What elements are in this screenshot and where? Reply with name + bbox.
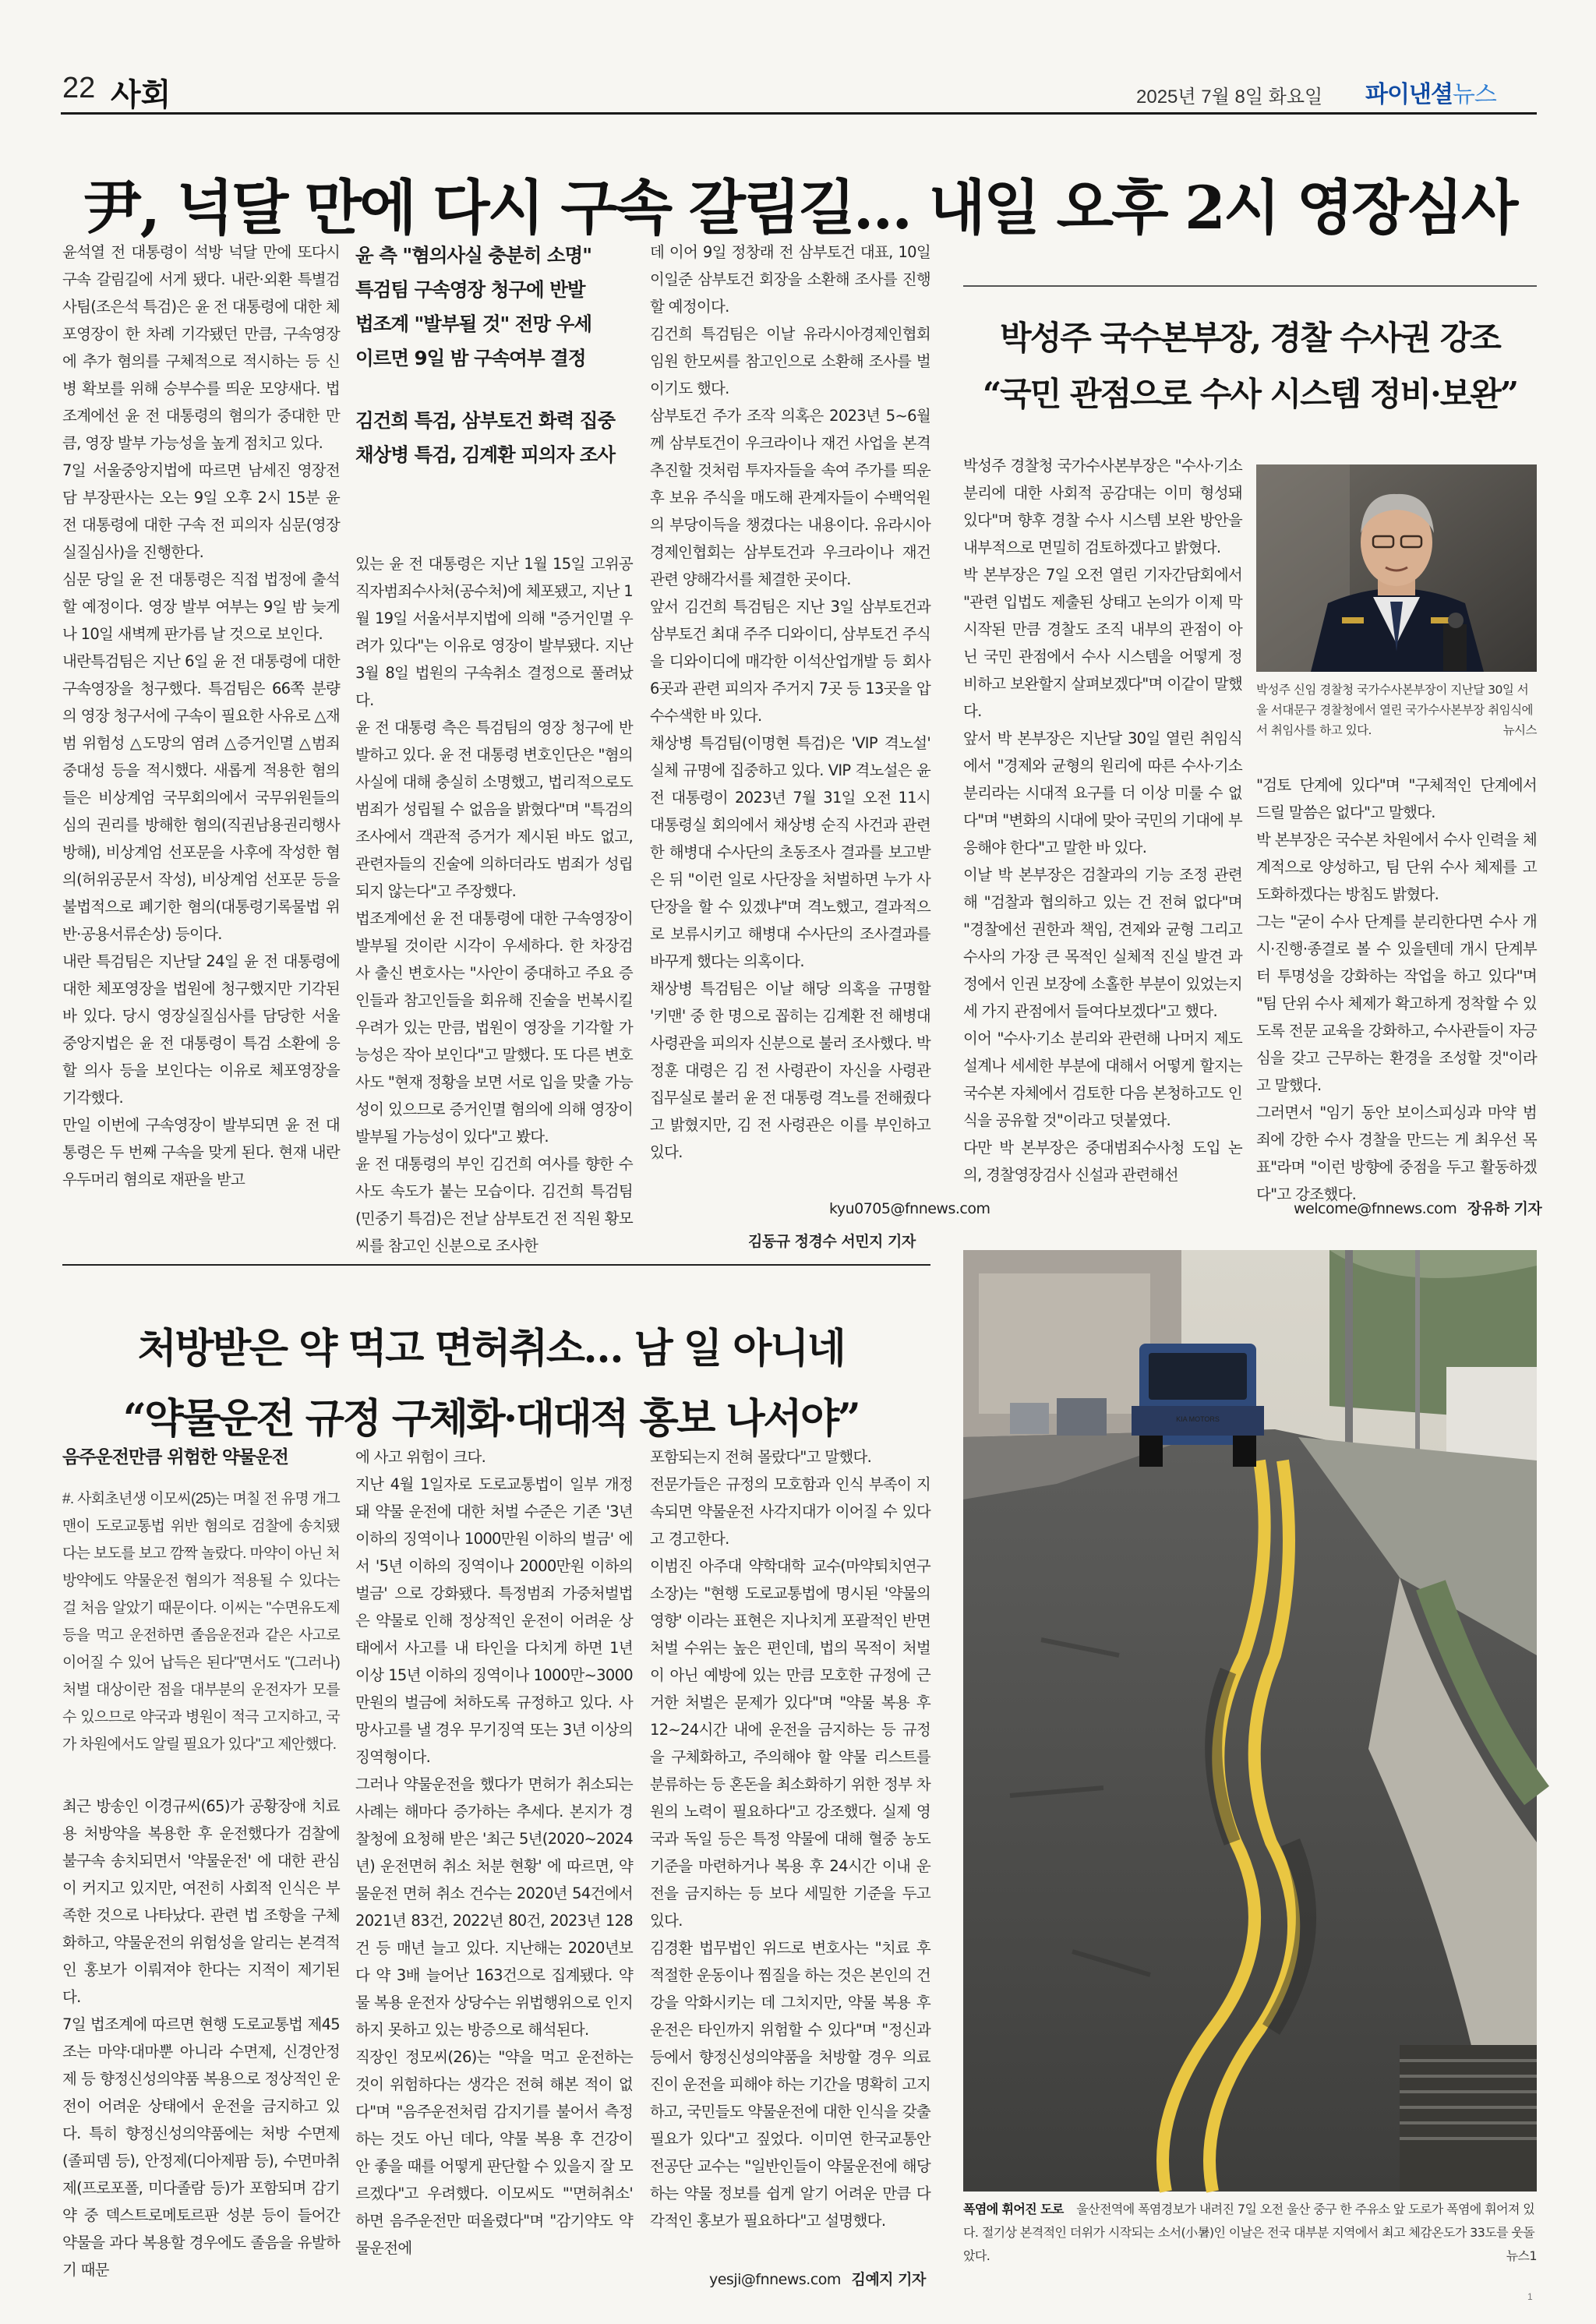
paragraph: 데 이어 9일 정창래 전 삼부토건 대표, 10일 이일준 삼부토건 회장을 소환해 조사를 진행할 예정이다. xyxy=(650,243,930,316)
police-chief-photo xyxy=(1256,464,1537,672)
photo-credit: 뉴시스 xyxy=(1502,723,1537,737)
article2-col2 xyxy=(1256,772,1537,1203)
paragraph: 윤 전 대통령의 부인 김건희 여사를 향한 수사도 속도가 붙는 모습이다. 김건희 특검팀(민중기 특검)은 전날 삼부토건 전 직원 황모씨를 참고인 신분으로 조사한 xyxy=(355,1155,633,1255)
headline-line: 박성주 국수본부장, 경찰 수사권 강조 xyxy=(1000,319,1500,357)
subhead: 김건희 특검, 삼부토건 화력 집중 xyxy=(355,409,616,432)
article1-col1 xyxy=(62,238,340,1252)
subhead: 채상병 특검, 김계환 피의자 조사 xyxy=(355,443,616,466)
section-divider xyxy=(62,1264,930,1266)
paragraph: 이어 "수사·기소 분리와 관련해 나머지 제도 설계나 세세한 부분에 대해서 어떻게 할지는 국수본 자체에서 검토한 다음 본청하고도 인식을 공유할 것"이라고 덧붙였다. xyxy=(963,1030,1242,1129)
paragraph: 김경환 법무법인 위드로 변호사는 "치료 후 적절한 운동이나 찜질을 하는 것은 본인의 건강을 악화시키는 데 그치지만, 약물 복용 후 운전은 타인까지 위험할 수 있다"며 "정신과 등에서 향정신성의약품을 처방할 경우 의료진이 운전을 피해야 하는 기간을 명확히 고지하고, 국민들도 약물운전에 대한 인식을 갖출 필요가 있다"고 짚었다. 이미연 한국교통안전공단 교수는 "일반인들이 약물운전에 해당하는 약물 정보를 쉽게 알기 어려운 만큼 다각적인 홍보가 필요하다"고 설명했다. xyxy=(650,1939,930,2230)
paragraph: 채상병 특검팀(이명현 특검)은 'VIP 격노설' 실체 규명에 집중하고 있다. VIP 격노설은 윤 전 대통령이 2023년 7월 31일 오전 11시 대통령실 회의에서 채상병 순직 사건과 관련한 해병대 수사단의 초동조사 결과를 보고받은 뒤 "이런 일로 사단장을 처벌하면 누가 사단장을 할 수 있겠냐"며 격노했고, 결과적으로 보류시키고 해병대 수사단의 조사결과를 바꾸게 했다는 의혹이다. xyxy=(650,734,930,970)
paragraph: 채상병 특검팀은 이날 해당 의혹을 규명할 '키맨' 중 한 명으로 꼽히는 김계환 전 해병대사령관을 피의자 신분으로 불러 조사했다. 박정훈 대령은 김 전 사령관이 자신을 사령관 집무실로 불러 윤 전 대통령 격노를 전해줬다고 밝혔지만, 김 전 사령관은 이를 부인하고 있다. xyxy=(650,980,930,1161)
paragraph: 다만 박 본부장은 중대범죄수사청 도입 논의, 경찰영장검사 신설과 관련해선 xyxy=(963,1139,1242,1184)
paragraph: 내란특검팀은 지난 6일 윤 전 대통령에 대한 구속영장을 청구했다. 특검팀은 66쪽 분량의 영장 청구서에 구속이 필요한 사유로 △재범 위험성 △도망의 염려 △증거인멸 △범죄 중대성 등을 적시했다. 새롭게 적용한 혐의들은 비상계엄 국무회의에서 국무위원들의 심의 권리를 방해한 혐의(직권남용권리행사방해), 비상계엄 선포문을 사후에 작성한 혐의(허위공문서 작성), 비상계엄 선포문 등을 불법적으로 폐기한 혐의(대통령기록물법 위반·공용서류손상) 등이다. xyxy=(62,652,340,943)
paragraph: "검토 단계에 있다"며 "구체적인 단계에서 드릴 말씀은 없다"고 말했다. xyxy=(1256,776,1537,821)
paragraph: 법조계에선 윤 전 대통령에 대한 구속영장이 발부될 것이란 시각이 우세하다. 한 차장검사 출신 변호사는 "사안이 중대하고 주요 증인들과 참고인들을 회유해 진술을 번복시킬 우려가 있는 만큼, 법원이 영장을 기각할 가능성은 작아 보인다"고 말했다. 또 다른 변호사도 "현재 정황을 보면 서로 입을 맞출 가능성이 있으므로 증거인멸 혐의에 의해 영장이 발부될 가능성이 있다"고 봤다. xyxy=(355,909,633,1146)
paragraph: 윤석열 전 대통령이 석방 넉달 만에 또다시 구속 갈림길에 서게 됐다. 내란·외환 특별검사팀(조은석 특검)은 윤 전 대통령에 대한 체포영장이 한 차례 기각됐던 만큼, 구속영장에 추가 혐의를 구체적으로 적시하는 등 신병 확보를 위해 승부수를 띄운 모양새다. 법조계에선 윤 전 대통령의 혐의가 중대한 만큼, 영장 발부 가능성을 높게 점치고 있다. xyxy=(62,243,340,452)
headline-line: 처방받은 약 먹고 면허취소… 남 일 아니네 xyxy=(137,1325,845,1372)
paragraph: 직장인 정모씨(26)는 "약을 먹고 운전하는 것이 위험하다는 생각은 전혀 해본 적이 없다"며 "음주운전처럼 감지기를 불어서 측정하는 것도 아닌 데다, 약물 복용 후 건강이 안 좋을 때를 어떻게 판단할 수 있을지 잘 모르겠다"고 우려했다. 이모씨도 "'면허취소' 하면 음주운전만 떠올렸다"며 "감기약도 약물운전에 xyxy=(355,2048,633,2257)
article1-subhead-block xyxy=(355,238,633,472)
subhead: 특검팀 구속영장 청구에 반발 xyxy=(355,278,585,301)
paragraph: 7일 법조계에 따르면 현행 도로교통법 제45조는 마약·대마뿐 아니라 수면제, 신경안정제 등 향정신성의약품 복용으로 정상적인 운전이 어려운 상태에서 운전을 금지하고 있다. 특히 향정신성의약품에는 처방 수면제(졸피뎀 등), 안정제(디아제팜 등), 수면마취제(프로포폴, 미다졸람 등)가 포함되며 감기약 중 덱스트로메토르판 성분 등이 들어간 약물을 과다 복용할 경우에도 졸음을 유발하기 때문 xyxy=(62,2015,340,2279)
paragraph: 앞서 김건희 특검팀은 지난 3일 삼부토건과 삼부토건 최대 주주 디와이디, 삼부토건 주식을 디와이디에 매각한 이석산업개발 등 회사 6곳과 관련 피의자 주거지 7곳 등 13곳을 압수수색한 바 있다. xyxy=(650,598,930,725)
paragraph: 그는 "굳이 수사 단계를 분리한다면 수사 개시·진행·종결로 볼 수 있을텐데 개시 단계부터 투명성을 강화하는 작업을 하고 있다"며 "팀 단위 수사 체제가 확고하게 정착할 수 있도록 전문 교육을 강화하고, 수사관들이 자긍심을 갖고 근무하는 환경을 조성할 것"이라고 말했다. xyxy=(1256,913,1537,1094)
article1-col2 xyxy=(355,550,633,1255)
article3-headline xyxy=(62,1314,920,1454)
article2-byline: 장유하 기자 xyxy=(1467,1200,1542,1217)
paragraph: 포함되는지 전혀 몰랐다"고 말했다. xyxy=(650,1448,872,1466)
main-headline: 尹, 넉달 만에 다시 구속 갈림길… 내일 오후 2시 영장심사 xyxy=(83,173,1517,242)
portrait-illustration xyxy=(1256,464,1537,672)
article3-col2 xyxy=(355,1443,633,2293)
article3-byline: 김예지 기자 xyxy=(851,2271,926,2288)
logo-main: 파이낸셜 xyxy=(1365,82,1453,108)
caption-title: 폭염에 휘어진 도로 xyxy=(963,2202,1064,2216)
page-number: 22 xyxy=(62,72,96,104)
headline-line: “약물운전 규정 구체화·대대적 홍보 나서야” xyxy=(122,1395,860,1443)
article1-email[interactable]: kyu0705@fnnews.com xyxy=(829,1200,990,1217)
paragraph: 이범진 아주대 약학대학 교수(마약퇴치연구소장)는 "현행 도로교통법에 명시된 '약물의 영향' 이라는 표현은 지나치게 포괄적인 반면 처벌 수위는 높은 편인데, 법의 목적이 처벌이 아닌 예방에 있는 만큼 모호한 규정에 근거한 처벌은 문제가 있다"며 "약물 복용 후 12~24시간 내에 운전을 금지하는 등 규정을 구체화하고, 주의해야 할 약물 리스트를 분류하는 등 혼돈을 최소화하기 위한 정부 차원의 노력이 필요하다"고 강조했다. 실제 영국과 독일 등은 특정 약물에 대해 혈중 농도 기준을 마련하거나 복용 후 24시간 이내 운전을 금지하는 등 보다 세밀한 기준을 두고 있다. xyxy=(650,1557,930,1930)
truck-label: KIA MOTORS xyxy=(1176,1415,1220,1423)
paragraph: 삼부토건 주가 조작 의혹은 2023년 5~6월께 삼부토건이 우크라이나 재건 사업을 본격 추진할 것처럼 투자자들을 속여 주가를 띄운 후 보유 주식을 매도해 관계자들이 수백억원의 부당이득을 챙겼다는 내용이다. 유라시아경제인협회는 삼부토건과 우크라이나 재건 관련 양해각서를 체결한 곳이다. xyxy=(650,407,930,588)
article2-signature xyxy=(1294,1197,1541,1218)
paragraph: 이날 박 본부장은 검찰과의 기능 조정 관련해 "검찰과 협의하고 있는 건 전혀 없다"며 "경찰에선 권한과 책임, 견제와 균형 그리고 수사의 가장 큰 목적인 실체적 진실 발견 과정에서 인권 보장에 소홀한 부분이 있었는지 세 가지 관점에서 들여다보겠다"고 했다. xyxy=(963,866,1242,1020)
section-label: 사회 xyxy=(111,78,171,112)
article2-col1 xyxy=(963,452,1242,1231)
article3-lead xyxy=(62,1485,340,1758)
paragraph: 심문 당일 윤 전 대통령은 직접 법정에 출석할 예정이다. 영장 발부 여부는 9일 밤 늦게나 10일 새벽께 판가름 날 것으로 보인다. xyxy=(62,570,340,643)
subhead: 윤 측 "혐의사실 충분히 소명" xyxy=(355,244,591,267)
paragraph: 김건희 특검팀은 이날 유라시아경제인협회 임원 한모씨를 참고인으로 소환해 조사를 벌이기도 했다. xyxy=(650,325,930,397)
paragraph: 박 본부장은 국수본 차원에서 수사 인력을 체계적으로 양성하고, 팀 단위 수사 체제를 고도화하겠다는 방침도 밝혔다. xyxy=(1256,831,1537,903)
newspaper-logo[interactable] xyxy=(1365,75,1496,109)
article3-col3 xyxy=(650,1443,930,2254)
paragraph: 지난 4월 1일자로 도로교통법이 일부 개정돼 약물 운전에 대한 처벌 수준은 기존 '3년 이하의 징역이나 1000만원 이하의 벌금' 에서 '5년 이하의 징역이나 2000만원 이하의 벌금' 으로 강화됐다. 특정범죄 가중처벌법은 약물로 인해 정상적인 운전이 어려운 상태에서 사고를 내 타인을 다치게 하면 1년 이상 15년 이하의 징역이나 1000만~3000만원의 벌금에 처하도록 규정하고 있다. 사망사고를 낼 경우 무기징역 또는 3년 이상의 징역형이다. xyxy=(355,1475,633,1766)
subhead: 이르면 9일 밤 구속여부 결정 xyxy=(355,347,586,369)
paragraph: 윤 전 대통령 측은 특검팀의 영장 청구에 반발하고 있다. 윤 전 대통령 변호인단은 "혐의 사실에 대해 충실히 소명했고, 법리적으로도 범죄가 성립될 수 없음을 밝혔다"며 "특검의 조사에서 객관적 증거가 제시된 바도 없고, 관련자들의 진술에 의하더라도 범죄가 성립되지 않는다"고 주장했다. xyxy=(355,719,633,900)
road-photo xyxy=(963,1250,1537,2192)
lead-paragraph: #. 사회초년생 이모씨(25)는 며칠 전 유명 개그맨이 도로교통법 위반 혐의로 검찰에 송치됐다는 보도를 보고 깜짝 놀랐다. 마약이 아닌 처방약에도 약물운전 혐의가 적용될 수 있다는 걸 처음 알았기 때문이다. 이씨는 "수면유도제 등을 먹고 운전하면 졸음운전과 같은 사고로 이어질 수 있어 납득은 된다"면서도 "(그러나) 처벌 대상이란 점을 대부분의 운전자가 모를 수 있으므로 약국과 병원이 적극 고지하고, 국가 차원에서도 알릴 필요가 있다"고 제안했다. xyxy=(62,1491,340,1753)
caption-text: 박성주 신임 경찰청 국가수사본부장이 지난달 30일 서울 서대문구 경찰청에서 열린 국가수사본부장 취임식에서 취임사를 하고 있다. xyxy=(1256,683,1534,737)
paragraph: 전문가들은 규정의 모호함과 인식 부족이 지속되면 약물운전 사각지대가 이어질 수 있다고 경고한다. xyxy=(650,1475,930,1548)
issue-date: 2025년 7월 8일 화요일 xyxy=(1136,87,1323,108)
paragraph: 최근 방송인 이경규씨(65)가 공황장애 치료용 처방약을 복용한 후 운전했다가 검찰에 불구속 송치되면서 '약물운전' 에 대한 관심이 커지고 있지만, 여전히 사회적 인식은 부족한 것으로 나타났다. 관련 법 조항을 구체화하고, 약물운전의 위험성을 알리는 본격적인 홍보가 이뤄져야 한다는 지적이 제기된다. xyxy=(62,1797,340,2006)
article2-top-rule xyxy=(963,285,1537,287)
road-illustration xyxy=(963,1250,1537,2192)
paragraph: 7일 서울중앙지법에 따르면 남세진 영장전담 부장판사는 오는 9일 오후 2시 15분 윤 전 대통령에 대한 구속 전 피의자 심문(영장실질심사)을 진행한다. xyxy=(62,461,340,561)
header-rule xyxy=(61,112,1537,115)
paragraph: 박성주 경찰청 국가수사본부장은 "수사·기소 분리에 대한 사회적 공감대는 이미 형성돼 있다"며 향후 경찰 수사 시스템 보완 방안을 내부적으로 면밀히 검토하겠다고 밝혔다. xyxy=(963,457,1242,556)
photo-credit: 뉴스1 xyxy=(1506,2248,1537,2263)
page-mark: 1 xyxy=(1527,2291,1533,2302)
paragraph: 내란 특검팀은 지난달 24일 윤 전 대통령에 대한 체포영장을 법원에 청구했지만 기각된 바 있다. 당시 영장실질심사를 담당한 서울중앙지법은 윤 전 대통령이 특검 소환에 응할 의사 등을 보인다는 이유로 체포영장을 기각했다. xyxy=(62,952,340,1107)
subhead: 법조계 "발부될 것" 전망 우세 xyxy=(355,313,591,335)
logo-sub: 뉴스 xyxy=(1452,82,1496,108)
article3-signature xyxy=(709,2268,926,2289)
article3-col1 xyxy=(62,1792,340,2298)
photo1-caption xyxy=(1256,680,1537,740)
article1-byline: 김동규 정경수 서민지 기자 xyxy=(748,1233,916,1250)
photo2-caption xyxy=(963,2198,1537,2268)
article2-headline xyxy=(963,310,1537,422)
paragraph: 앞서 박 본부장은 지난달 30일 열린 취임식에서 "경제와 균형의 원리에 따른 수사·기소 분리라는 시대적 요구를 더 이상 미룰 수 없다"며 "변화의 시대에 맞아 국민의 기대에 부응해야 한다"고 말한 바 있다. xyxy=(963,729,1242,856)
caption-text: 울산전역에 폭염경보가 내려진 7일 오전 울산 중구 한 주유소 앞 도로가 폭염에 휘어져 있다. 절기상 본격적인 더위가 시작되는 소서(小暑)인 이날은 전국 대부분 지역에서 최고 체감온도가 33도를 웃돌았다. xyxy=(963,2202,1535,2263)
paragraph: 그러면서 "임기 동안 보이스피싱과 마약 범죄에 강한 수사 경찰을 만드는 게 최우선 목표"라며 "이런 방향에 중점을 두고 활동하겠다"고 강조했다. xyxy=(1256,1104,1537,1203)
paragraph: 그러나 약물운전을 했다가 면허가 취소되는 사례는 해마다 증가하는 추세다. 본지가 경찰청에 요청해 받은 '최근 5년(2020~2024년) 운전면허 취소 처분 현황' 에 따르면, 약물운전 면허 취소 건수는 2020년 54건에서 2021년 83건, 2022년 80건, 2023년 128건 등 매년 늘고 있다. 지난해는 2020년보다 약 3배 늘어난 163건으로 집계됐다. 약물 복용 운전자 상당수는 위법행위으로 인지하지 못하고 있는 방증으로 해석된다. xyxy=(355,1775,633,2039)
paragraph: 있는 윤 전 대통령은 지난 1월 15일 고위공직자범죄수사처(공수처)에 체포됐고, 지난 1월 19일 서울서부지법에 의해 "증거인멸 우려가 있다"는 이유로 영장이 발부됐다. 지난 3월 8일 법원의 구속취소 결정으로 풀려났다. xyxy=(355,555,633,709)
article1-col3 xyxy=(650,238,930,1197)
paragraph: 에 사고 위험이 크다. xyxy=(355,1448,486,1466)
article2-email[interactable]: welcome@fnnews.com xyxy=(1294,1200,1457,1217)
paragraph: 만일 이번에 구속영장이 발부되면 윤 전 대통령은 두 번째 구속을 맞게 된다. 현재 내란 우두머리 혐의로 재판을 받고 xyxy=(62,1116,340,1188)
article3-email[interactable]: yesji@fnnews.com xyxy=(709,2271,841,2288)
paragraph: 박 본부장은 7일 오전 열린 기자간담회에서 "관련 입법도 제출된 상태고 논의가 이제 막 시작된 만큼 경찰도 조직 내부의 관점이 아닌 국민 관점에서 수사 시스템을 어떻게 정비하고 보완할지 살펴보겠다"며 이같이 말했다. xyxy=(963,566,1242,720)
headline-line: “국민 관점으로 수사 시스템 정비·보완” xyxy=(982,375,1517,413)
article3-subhead: 음주운전만큼 위험한 약물운전 xyxy=(62,1447,288,1468)
